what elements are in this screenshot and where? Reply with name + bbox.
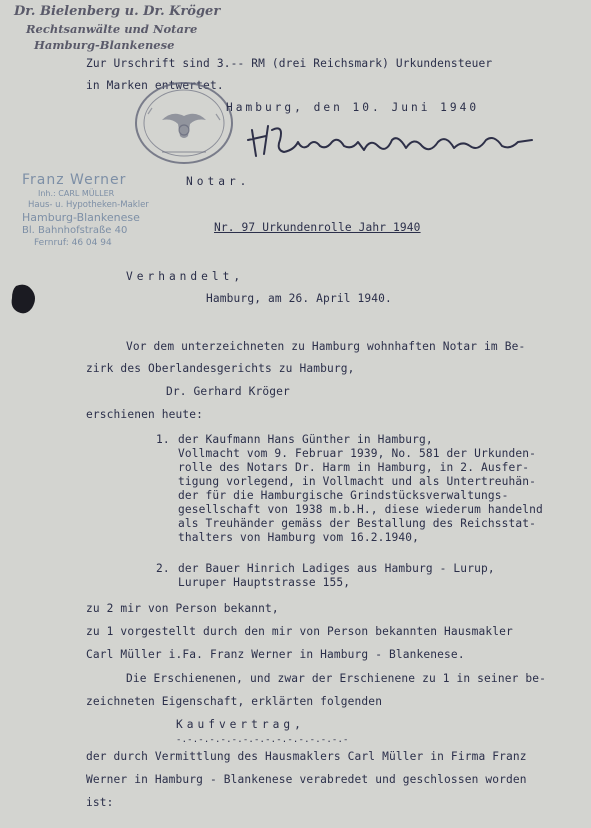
intro-line-2: zirk des Oberlandesgerichts zu Hamburg, xyxy=(86,362,355,375)
known-line: zu 2 mir von Person bekannt, xyxy=(86,602,279,615)
ink-blot xyxy=(8,282,38,316)
broker-stamp-street: Bl. Bahnhofstraße 40 xyxy=(22,225,128,236)
mediation-line-1: der durch Vermittlung des Hausmaklers Carl Müller in Firma Franz xyxy=(86,750,527,763)
contract-heading: Kaufvertrag, xyxy=(176,718,305,731)
broker-stamp-owner: Inh.: CARL MÜLLER xyxy=(38,189,115,198)
party-2-number: 2. xyxy=(156,562,170,575)
date-line: Hamburg, den 10. Juni 1940 xyxy=(226,101,480,114)
party-1-line: der Kaufmann Hans Günther in Hamburg, xyxy=(178,433,433,446)
mediation-line-2: Werner in Hamburg - Blankenese verabredet und geschlossen worden xyxy=(86,773,527,786)
letterhead-line-2: Rechtsanwälte und Notare xyxy=(26,22,198,36)
tax-note-line-2: in Marken entwertet. xyxy=(86,79,224,92)
contract-underline-dashes: -.-.-.-.-.-.-.-.-.-.-.-.-.-.-.- xyxy=(176,735,349,745)
party-1-line: als Treuhänder gemäss der Bestallung des Reichsstat- xyxy=(178,517,537,530)
party-2-line: der Bauer Hinrich Ladiges aus Hamburg - Lurup, xyxy=(178,562,495,575)
party-1-line: tigung vorlegend, in Vollmacht und als Untertreuhän- xyxy=(178,475,537,488)
intro-line-1: Vor dem unterzeichneten zu Hamburg wohnhaften Notar im Be- xyxy=(126,340,526,353)
broker-line: Carl Müller i.Fa. Franz Werner in Hamburg - Blankenese. xyxy=(86,648,465,661)
verhandelt-heading: Verhandelt, xyxy=(126,270,245,283)
letterhead-line-1: Dr. Bielenberg u. Dr. Kröger xyxy=(14,4,221,19)
tax-note-line-1: Zur Urschrift sind 3.-- RM (drei Reichsmark) Urkundensteuer xyxy=(86,57,493,70)
notar-label: Notar. xyxy=(186,175,251,188)
party-1-line: gesellschaft von 1938 m.b.H., diese wiederum handelnd xyxy=(178,503,543,516)
handwritten-signature xyxy=(246,120,536,162)
party-1-number: 1. xyxy=(156,433,170,446)
introduced-line: zu 1 vorgestellt durch den mir von Person bekannten Hausmakler xyxy=(86,625,513,638)
party-2-line: Luruper Hauptstrasse 155, xyxy=(178,576,351,589)
mediation-line-3: ist: xyxy=(86,796,114,809)
party-1-line: Vollmacht vom 9. Februar 1939, No. 581 der Urkunden- xyxy=(178,447,537,460)
place-date: Hamburg, am 26. April 1940. xyxy=(206,292,392,305)
appeared-line: erschienen heute: xyxy=(86,408,204,421)
roll-number: Nr. 97 Urkundenrolle Jahr 1940 xyxy=(214,221,421,234)
notary-name: Dr. Gerhard Kröger xyxy=(166,385,290,398)
letterhead-line-3: Hamburg-Blankenese xyxy=(34,38,175,52)
party-1-line: thalters von Hamburg vom 16.2.1940, xyxy=(178,531,419,544)
broker-stamp-phone: Fernruf: 46 04 94 xyxy=(34,238,112,248)
declared-line-2: zeichneten Eigenschaft, erklärten folgenden xyxy=(86,695,383,708)
broker-stamp-city: Hamburg-Blankenese xyxy=(22,211,140,224)
party-1-line: der für die Hamburgische Grindstücksverwaltungs- xyxy=(178,489,509,502)
party-1-line: rolle des Notars Dr. Harm in Hamburg, in 2. Ausfer- xyxy=(178,461,530,474)
declared-line-1: Die Erschienenen, und zwar der Erschienene zu 1 in seiner be- xyxy=(126,672,547,685)
broker-stamp-name: Franz Werner xyxy=(22,172,127,188)
broker-stamp-trade: Haus- u. Hypotheken-Makler xyxy=(28,200,149,210)
notary-seal xyxy=(132,80,236,166)
